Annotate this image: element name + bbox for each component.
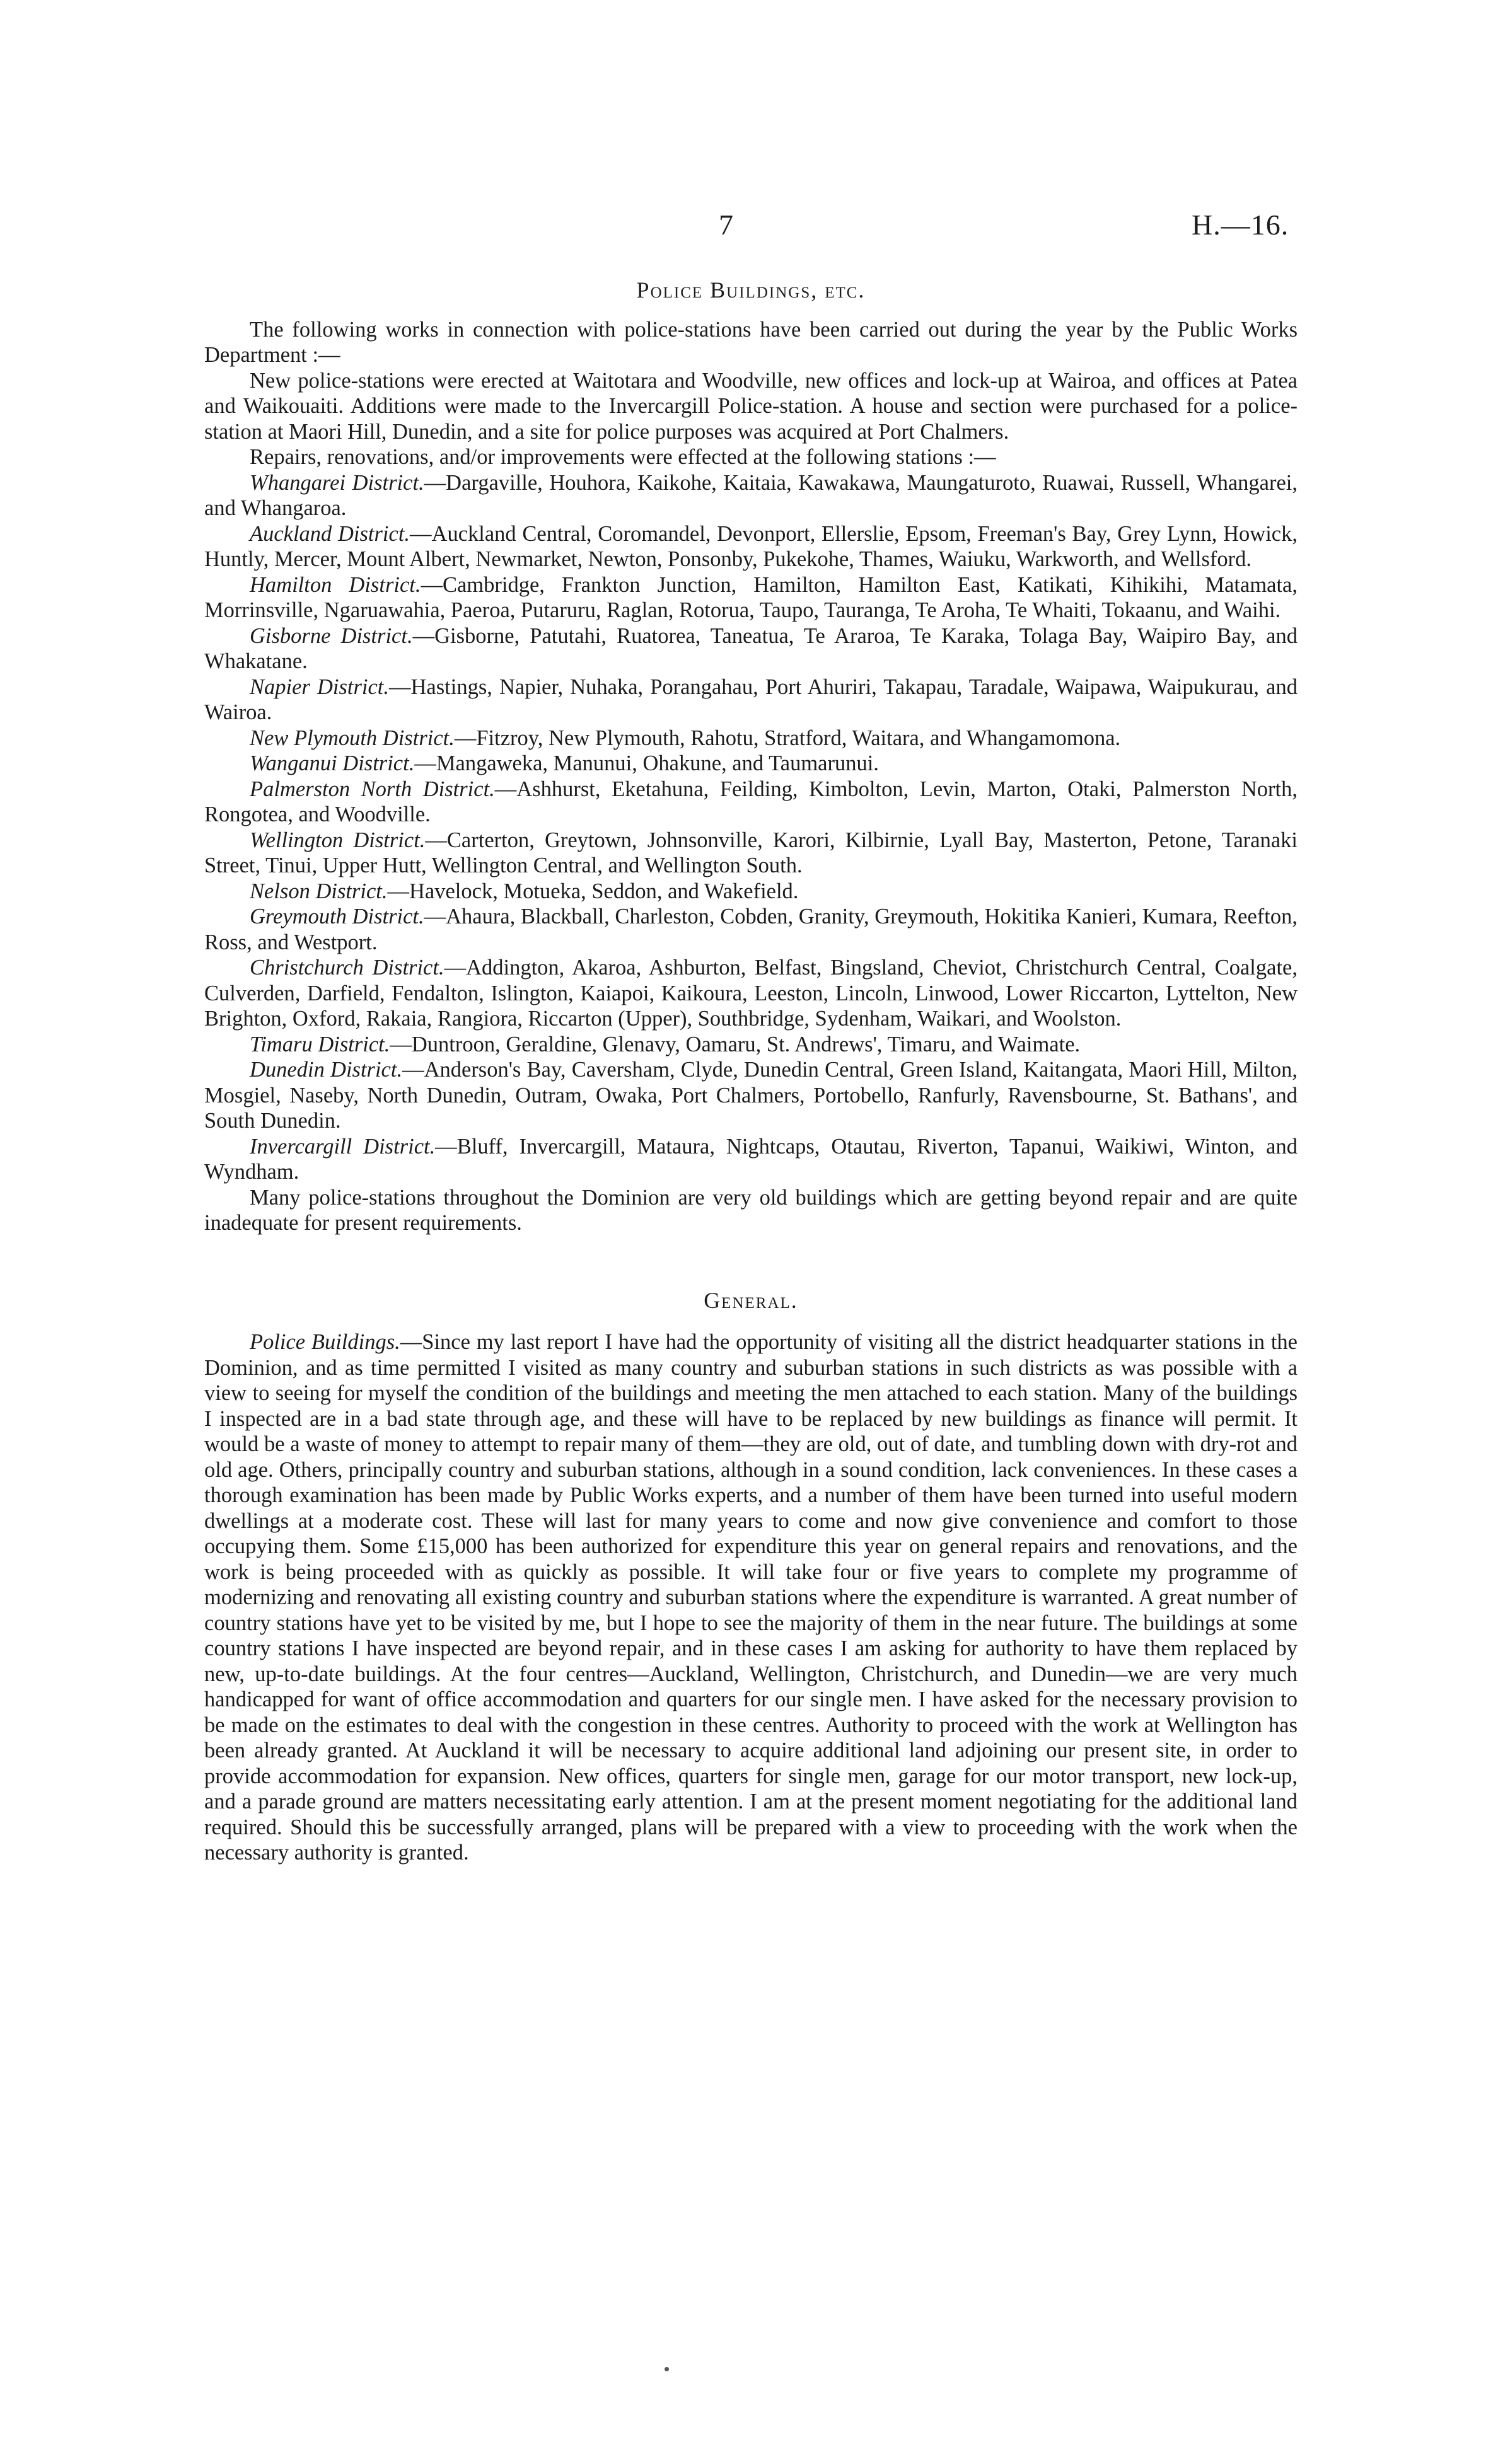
- page-content: [204, 277, 1298, 1866]
- district-name: Invercargill District.: [250, 1134, 436, 1159]
- district-name: Timaru District.: [250, 1032, 390, 1056]
- district-entry: [204, 828, 1298, 879]
- section-heading-general: General.: [704, 1287, 798, 1313]
- district-entry: [204, 521, 1298, 572]
- district-entry: [204, 470, 1298, 521]
- district-stations: —Hastings, Napier, Nuhaka, Porangahau, Port Ahuriri, Takapau, Taradale, Waipawa, Waipukurau, and Wairoa.: [204, 674, 1298, 724]
- district-stations: —Cambridge, Frankton Junction, Hamilton, Hamilton East, Katikati, Kihikihi, Matamata, Morrinsville, Ngaruawahia, Paeroa, Putaruru, Raglan, Rotorua, Taupo, Tauranga, Te Aroha, Te Whaiti, Tokaanu, and Waihi.: [204, 572, 1298, 622]
- district-name: Dunedin District.: [250, 1058, 403, 1082]
- district-name: Wanganui District.: [250, 751, 415, 775]
- district-name: Auckland District.: [250, 521, 410, 546]
- district-stations: —Ashhurst, Eketahuna, Feilding, Kimbolton, Levin, Marton, Otaki, Palmerston North, Rongotea, and Woodville.: [204, 777, 1298, 826]
- district-name: Wellington District.: [250, 828, 426, 852]
- district-name: Gisborne District.: [250, 623, 413, 648]
- district-stations: —Anderson's Bay, Caversham, Clyde, Dunedin Central, Green Island, Kaitangata, Maori Hill, Milton, Mosgiel, Naseby, North Dunedin, Outram, Owaka, Port Chalmers, Portobello, Ranfurly, Ravensbourne, St. Bathans', and South Dunedin.: [204, 1058, 1298, 1133]
- district-stations: —Fitzroy, New Plymouth, Rahotu, Stratford, Waitara, and Whangamomona.: [454, 726, 1121, 750]
- general-body: —Since my last report I have had the opportunity of visiting all the district headquarter stations in the Dominion, and as time permitted I visited as many country and suburban stations in such districts as was possible with a view to seeing for myself the condition of the buildings and meeting the men attached to each station. Many of the buildings I inspected are in a bad state through age, and these will have to be replaced by new buildings as finance will permit. It would be a waste of money to attempt to repair many of them—they are old, out of date, and tumbling down with dry-rot and old age. Others, principally country and suburban stations, although in a sound condition, lack conveniences. In these cases a thorough examination has been made by Public Works experts, and a number of them have been turned into useful modern dwellings at a moderate cost. These will last for many years to come and now give convenience and comfort to those occupying them. Some £15,000 has been authorized for expenditure this year on general repairs and renovations, and the work is being proceeded with as quickly as possible. It will take four or five years to complete my programme of modernizing and renovating all existing country and suburban stations where the expenditure is warranted. A great number of country stations have yet to be visited by me, but I hope to see the majority of them in the near future. The buildings at some country stations I have inspected are beyond repair, and in these cases I am asking for authority to have them replaced by new, up-to-date buildings. At the four centres—Auckland, Wellington, Christchurch, and Dunedin—we are very much handicapped for want of office accommodation and quarters for our single men. I have asked for the necessary provision to be made on the estimates to deal with the congestion in these centres. Authority to proceed with the work at Wellington has been already granted. At Auckland it will be necessary to acquire additional land adjoining our present site, in order to provide accommodation for expansion. New offices, quarters for single men, garage for our motor transport, new lock-up, and a parade ground are matters necessitating early attention. I am at the present moment negotiating for the additional land required. Should this be successfully arranged, plans will be prepared with a view to proceeding with the work when the necessary authority is granted.: [204, 1330, 1298, 1865]
- district-stations: —Carterton, Greytown, Johnsonville, Karori, Kilbirnie, Lyall Bay, Masterton, Petone, Taranaki Street, Tinui, Upper Hutt, Wellington Central, and Wellington South.: [204, 828, 1298, 877]
- district-entry: [204, 955, 1298, 1032]
- district-entry: [204, 1057, 1298, 1134]
- district-name: Hamilton District.: [250, 572, 421, 597]
- district-stations: —Auckland Central, Coromandel, Devonport, Ellerslie, Epsom, Freeman's Bay, Grey Lynn, Howick, Huntly, Mercer, Mount Albert, Newmarket, Newton, Ponsonby, Pukekohe, Thames, Waiuku, Warkworth, and Wellsford.: [204, 521, 1298, 571]
- district-entry: [204, 904, 1298, 955]
- district-stations: —Dargaville, Houhora, Kaikohe, Kaitaia, Kawakawa, Maungaturoto, Ruawai, Russell, Whangarei, and Whangaroa.: [204, 470, 1298, 520]
- district-entry: [204, 751, 1298, 777]
- district-stations: —Mangaweka, Manunui, Ohakune, and Taumarunui.: [414, 751, 879, 775]
- district-stations: —Duntroon, Geraldine, Glenavy, Oamaru, St. Andrews', Timaru, and Waimate.: [390, 1032, 1081, 1056]
- district-name: Napier District.: [250, 674, 389, 699]
- general-lead: Police Buildings.: [250, 1330, 400, 1354]
- district-name: Greymouth District.: [250, 905, 424, 928]
- district-entry: [204, 623, 1298, 674]
- repairs-intro-paragraph: Repairs, renovations, and/or improvements were effected at the following stations :—: [250, 445, 996, 469]
- district-stations: —Ahaura, Blackball, Charleston, Cobden, Granity, Greymouth, Hokitika Kanieri, Kumara, Reefton, Ross, and Westport.: [204, 905, 1298, 954]
- district-name: Nelson District.: [250, 879, 388, 903]
- document-reference: H.—16.: [1192, 209, 1289, 241]
- district-name: New Plymouth District.: [250, 726, 455, 750]
- district-entry: [204, 1032, 1298, 1058]
- district-name: Whangarei District.: [250, 470, 424, 495]
- general-paragraph: [204, 1329, 1298, 1866]
- district-name: Christchurch District.: [250, 956, 444, 980]
- district-stations: —Havelock, Motueka, Seddon, and Wakefield.: [387, 879, 799, 903]
- district-entry: [204, 674, 1298, 726]
- district-entry: [204, 1134, 1298, 1185]
- district-entry: [204, 726, 1298, 751]
- district-stations: —Gisborne, Patutahi, Ruatorea, Taneatua, Te Araroa, Te Karaka, Tolaga Bay, Waipiro Bay, and Whakatane.: [204, 623, 1298, 673]
- district-list: [204, 470, 1298, 1185]
- intro-paragraph: The following works in connection with police-stations have been carried out during the year by the Public Works Department :—: [204, 317, 1298, 367]
- new-stations-paragraph: New police-stations were erected at Waitotara and Woodville, new offices and lock-up at Wairoa, and offices at Patea and Waikouaiti. Additions were made to the Invercargill Police-station. A house and section were purchased for a police-station at Maori Hill, Dunedin, and a site for police purposes was acquired at Port Chalmers.: [204, 368, 1298, 444]
- footer-mark: [665, 2367, 669, 2371]
- district-entry: [204, 777, 1298, 828]
- district-name: Palmerston North District.: [250, 777, 495, 801]
- district-entry: [204, 572, 1298, 623]
- closing-paragraph: Many police-stations throughout the Dominion are very old buildings which are getting beyond repair and are quite inadequate for present requirements.: [204, 1185, 1298, 1235]
- section-heading-police-buildings: Police Buildings, etc.: [636, 277, 866, 303]
- district-entry: [204, 879, 1298, 905]
- district-stations: —Bluff, Invercargill, Mataura, Nightcaps, Otautau, Riverton, Tapanui, Waikiwi, Winton, and Wyndham.: [204, 1134, 1298, 1184]
- page-number: 7: [719, 209, 733, 241]
- district-stations: —Addington, Akaroa, Ashburton, Belfast, Bingsland, Cheviot, Christchurch Central, Coalgate, Culverden, Darfield, Fendalton, Islington, Kaiapoi, Kaikoura, Leeston, Lincoln, Linwood, Lower Riccarton, Lyttelton, New Brighton, Oxford, Rakaia, Rangiora, Riccarton (Upper), Southbridge, Sydenham, Waikari, and Woolston.: [204, 956, 1298, 1031]
